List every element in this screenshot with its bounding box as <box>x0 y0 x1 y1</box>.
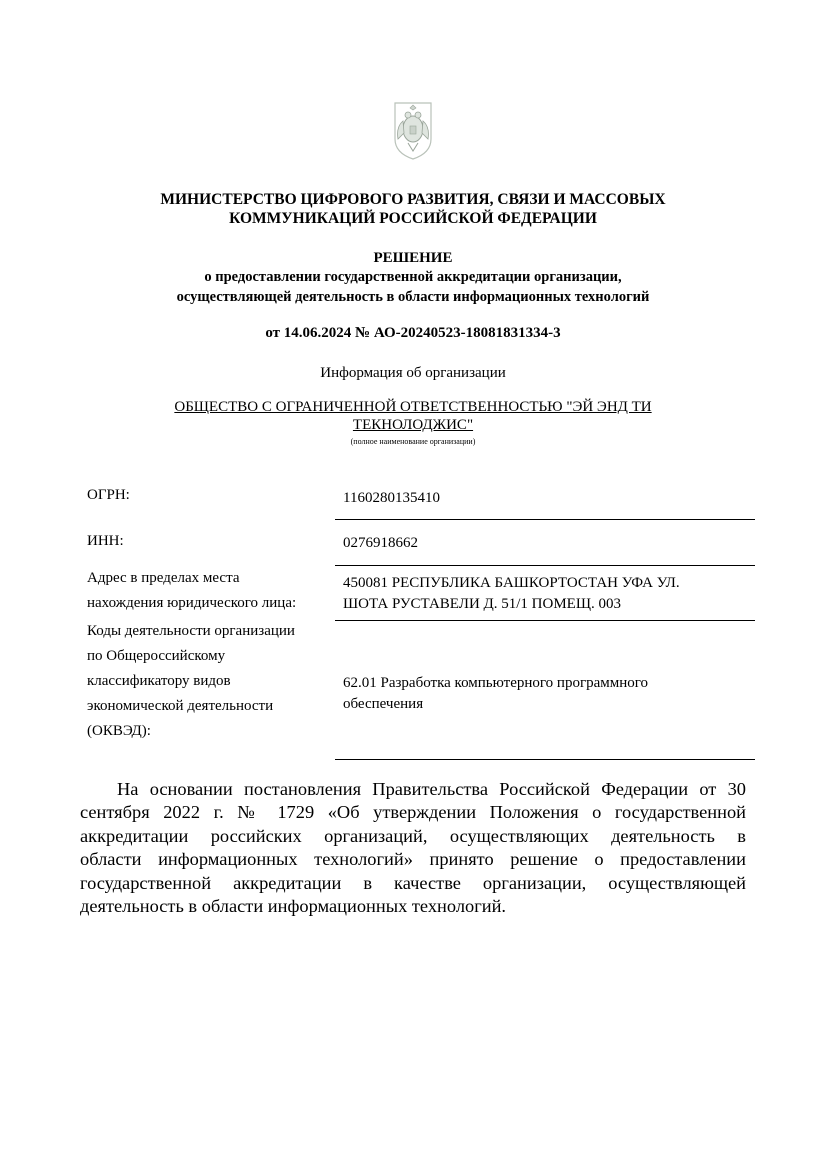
org-info-heading: Информация об организации <box>320 365 506 381</box>
okved-value-line-1: 62.01 Разработка компьютерного программного <box>343 675 649 691</box>
decision-title: РЕШЕНИЕ <box>373 250 453 266</box>
okved-label-line-2: по Общероссийскому <box>87 648 226 664</box>
body-line-4: области информационных технологий» принято решение о предоставлении <box>80 849 746 870</box>
address-value-line-1: 450081 РЕСПУБЛИКА БАШКОРТОСТАН УФА УЛ. <box>343 575 680 591</box>
okved-underline <box>335 759 755 760</box>
ministry-name <box>0 190 826 228</box>
org-full-name <box>0 398 826 434</box>
okved-label-line-1: Коды деятельности организации <box>87 623 295 639</box>
okved-value-line-2: обеспечения <box>343 696 424 712</box>
decision-subtitle <box>0 268 826 307</box>
body-line-3: аккредитации российских организаций, осуществляющих деятельность в <box>80 825 746 846</box>
ogrn-underline <box>335 519 755 520</box>
address-label-line-2: нахождения юридического лица: <box>87 595 297 611</box>
body-line-1: На основании постановления Правительства Российской Федерации от 30 <box>117 779 746 799</box>
body-line-6: деятельность в области информационных технологий. <box>80 896 507 917</box>
org-name-line-2: ТЕКНОЛОДЖИС" <box>352 417 474 433</box>
inn-label: ИНН: <box>87 533 124 549</box>
inn-value: 0276918662 <box>343 535 418 551</box>
ministry-line-2: КОММУНИКАЦИЙ РОССИЙСКОЙ ФЕДЕРАЦИИ <box>229 210 597 227</box>
address-value <box>343 573 753 615</box>
ministry-line-1: МИНИСТЕРСТВО ЦИФРОВОГО РАЗВИТИЯ, СВЯЗИ И МАССОВЫХ <box>160 191 666 208</box>
address-value-line-2: ШОТА РУСТАВЕЛИ Д. 51/1 ПОМЕЩ. 003 <box>343 596 621 612</box>
body-line-5: государственной аккредитации в качестве организации, осуществляющей <box>80 872 746 893</box>
decision-number: от 14.06.2024 № АО-20240523-18081831334-3 <box>265 325 561 341</box>
okved-label-line-4: экономической деятельности <box>87 698 274 714</box>
ogrn-value: 1160280135410 <box>343 490 440 506</box>
coat-of-arms-icon <box>386 99 440 161</box>
org-name-line-1: ОБЩЕСТВО С ОГРАНИЧЕННОЙ ОТВЕТСТВЕННОСТЬЮ "ЭЙ ЭНД ТИ <box>174 399 652 415</box>
address-label-line-1: Адрес в пределах места <box>87 570 240 586</box>
org-name-note: (полное наименование организации) <box>350 437 476 446</box>
address-label <box>87 566 332 616</box>
ogrn-label: ОГРН: <box>87 487 130 503</box>
okved-label <box>87 619 332 744</box>
address-underline <box>335 620 755 621</box>
okved-label-line-5: (ОКВЭД): <box>87 723 151 739</box>
decision-subtitle-line-1: о предоставлении государственной аккредитации организации, <box>204 269 622 285</box>
okved-label-line-3: классификатору видов <box>87 673 231 689</box>
decision-body-paragraph <box>80 778 746 918</box>
inn-underline <box>335 565 755 566</box>
body-line-2: сентября 2022 г. № 1729 «Об утверждении Положения о государственной <box>80 802 746 823</box>
okved-value <box>343 673 753 715</box>
decision-subtitle-line-2: осуществляющей деятельность в области информационных технологий <box>176 288 650 305</box>
